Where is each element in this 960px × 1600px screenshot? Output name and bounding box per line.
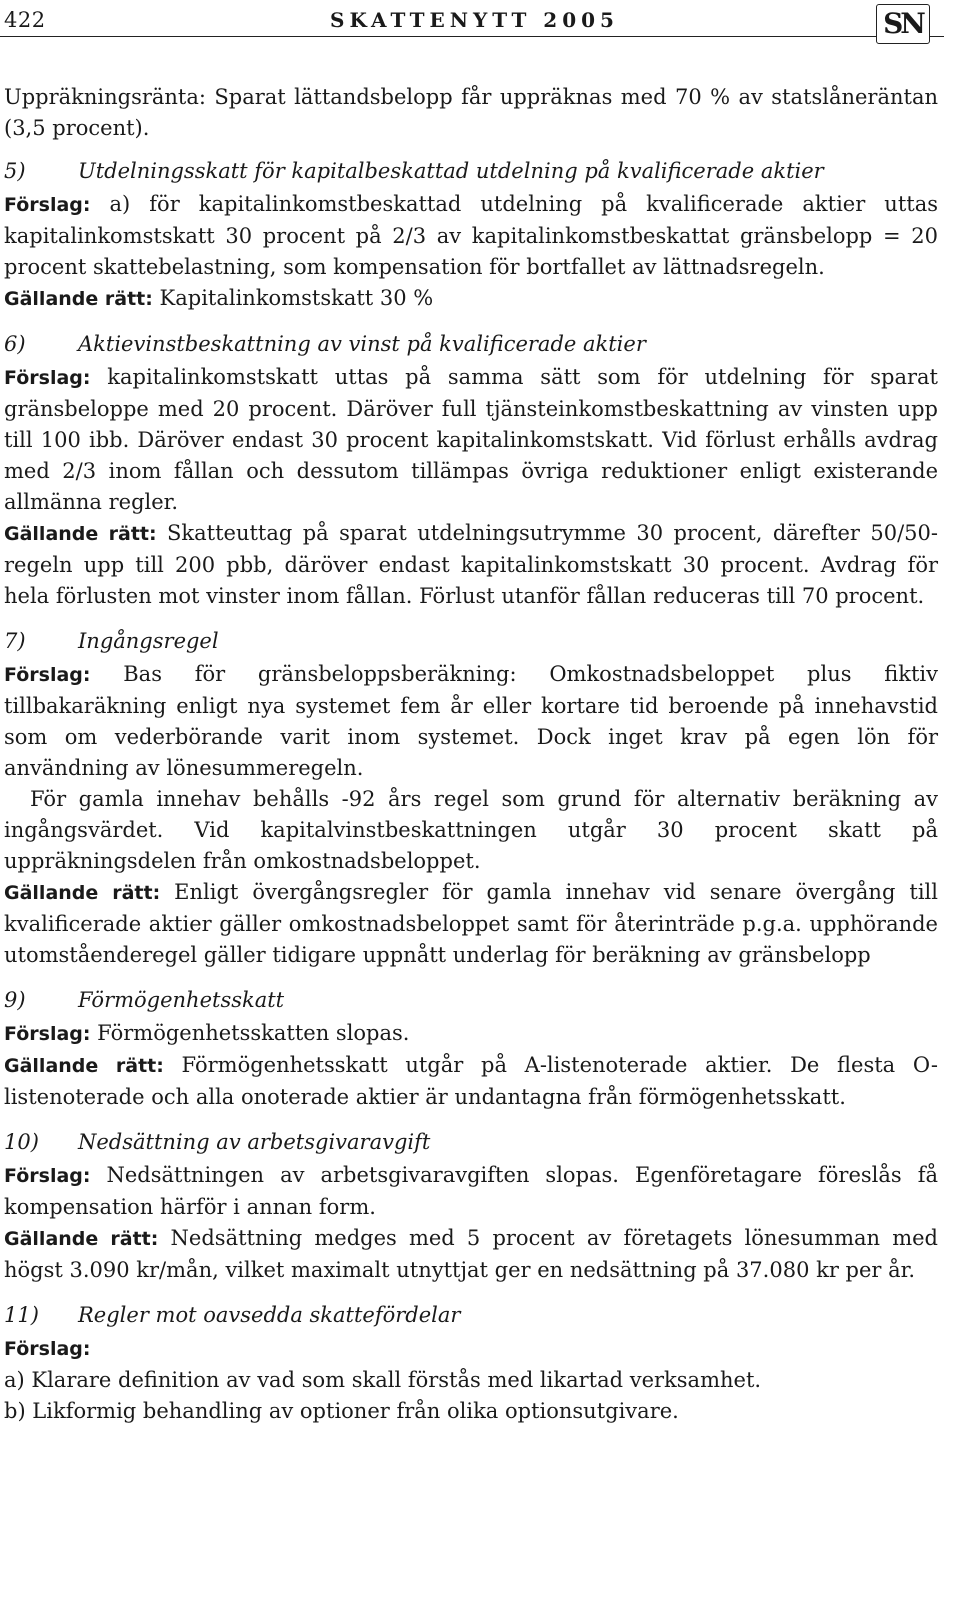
section-title: Nedsättning av arbetsgivaravgift [78,1130,431,1154]
section-title: Utdelningsskatt för kapitalbeskattad utdelning på kvalificerade aktier [78,159,824,183]
forslag-text: kapitalinkomstskatt uttas på samma sätt som för utdelning för sparat gränsbeloppe med 20 procent. Däröver full tjänsteinkomstbeskattning av vinsten upp till 100 ibb. Däröver endast 30 procent kapitalinkomstskatt. Vid förlust erhålls avdrag med 2/3 inom fållan och dessutom tillämpas övriga reduktioner enligt existerande allmänna regler. [4,365,938,514]
section-heading [4,1127,938,1158]
gallande-paragraph [4,1223,938,1286]
section-heading [4,156,938,187]
gallande-text: Enligt övergångsregler för gamla innehav vid senare övergång till kvalificerade aktier gäller omkostnadsbeloppet samt för återinträde p.g.a. upphörande utomståenderegel gäller tidigare uppnått underlag för beräkning av gränsbelopp [4,880,938,967]
section-number: 6) [4,332,26,356]
section-5 [4,156,938,315]
logo-rule [930,36,944,37]
section-title: Aktievinstbeskattning av vinst på kvalificerade aktier [78,332,646,356]
document-body [4,82,938,1441]
forslag-paragraph [4,1333,938,1365]
section-number: 5) [4,159,26,183]
forslag-label: Förslag: [4,367,91,389]
section-title: Regler mot oavsedda skattefördelar [78,1303,461,1327]
gallande-text: Kapitalinkomstskatt 30 % [159,286,434,310]
section-number: 9) [4,988,26,1012]
gallande-label: Gällande rätt: [4,523,157,545]
forslag-paragraph [4,362,938,518]
running-title: SKATTENYTT 2005 [330,8,619,32]
section-10 [4,1127,938,1286]
gallande-text: Nedsättning medges med 5 procent av företagets lönesumman med högst 3.090 kr/mån, vilket maximalt utnyttjat ger en nedsättning på 37.080 kr per år. [4,1226,938,1282]
section-11 [4,1300,938,1427]
gallande-paragraph [4,1050,938,1113]
gallande-label: Gällande rätt: [4,882,161,904]
section-number: 7) [4,629,26,653]
gallande-paragraph [4,518,938,612]
forslag-text: a) för kapitalinkomstbeskattad utdelning på kvalificerade aktier uttas kapitalinkomstskatt 30 procent på 2/3 av kapitalinkomstbeskattat gränsbelopp = 20 procent skattebelastning, som kompensation för bortfallet av lättnadsregeln. [4,192,938,279]
forslag-paragraph [4,1018,938,1050]
section-title: Ingångsregel [78,629,219,653]
forslag-label: Förslag: [4,194,91,216]
page-header [0,0,960,48]
forslag-label: Förslag: [4,1165,91,1187]
gallande-label: Gällande rätt: [4,1228,159,1250]
sn-logo [876,4,930,44]
page-number: 422 [4,8,46,32]
sn-logo-text: SN [883,7,923,40]
forslag-label: Förslag: [4,664,91,686]
header-rule [0,36,876,37]
section-number: 10) [4,1130,39,1154]
gallande-label: Gällande rätt: [4,288,153,310]
forslag-text: Förmögenhetsskatten slopas. [97,1021,410,1045]
gallande-label: Gällande rätt: [4,1055,164,1077]
forslag-text: Bas för gränsbeloppsberäkning: Omkostnadsbeloppet plus fiktiv tillbakaräkning enligt nya systemet fem år eller kortare tid beroende på innehavstid som om vederbörande varit inom systemet. Dock inget krav på egen lön för användning av lönesummeregeln. [4,662,938,780]
forslag-paragraph [4,189,938,283]
gallande-text: Förmögenhetsskatt utgår på A-listenoterade aktier. De flesta O-listenoterade och alla onoterade aktier är undantagna från förmögenhetsskatt. [4,1053,938,1109]
list-item: b) Likformig behandling av optioner från olika optionsutgivare. [4,1399,679,1423]
section-7 [4,626,938,971]
forslag-paragraph [4,1160,938,1223]
intro-paragraph: Uppräkningsränta: Sparat lättandsbelopp får uppräknas med 70 % av statslåneräntan (3,5 procent). [4,85,938,140]
gallande-paragraph [4,283,938,315]
section-heading [4,329,938,360]
forslag-paragraph [4,659,938,784]
section-title: Förmögenhetsskatt [78,988,285,1012]
list-item: a) Klarare definition av vad som skall förstås med likartad verksamhet. [4,1368,762,1392]
forslag-label: Förslag: [4,1023,91,1045]
section-heading [4,626,938,657]
section-6 [4,329,938,612]
forslag-label: Förslag: [4,1338,91,1360]
forslag-text: Nedsättningen av arbetsgivaravgiften slopas. Egenföretagare föreslås få kompensation härför i annan form. [4,1163,938,1219]
section-heading [4,1300,938,1331]
forslag-paragraph-2: För gamla innehav behålls -92 års regel som grund för alternativ beräkning av ingångsvärdet. Vid kapitalvinstbeskattningen utgår 30 procent skatt på uppräkningsdelen från omkostnadsbeloppet. [4,787,938,873]
gallande-text: Skatteuttag på sparat utdelningsutrymme 30 procent, därefter 50/50-regeln upp till 200 pbb, däröver endast kapitalinkomstskatt 30 procent. Avdrag för hela förlusten mot vinster inom fållan. Förlust utanför fållan reduceras till 70 procent. [4,521,938,608]
gallande-paragraph [4,877,938,971]
section-number: 11) [4,1303,39,1327]
section-9 [4,985,938,1113]
section-heading [4,985,938,1016]
